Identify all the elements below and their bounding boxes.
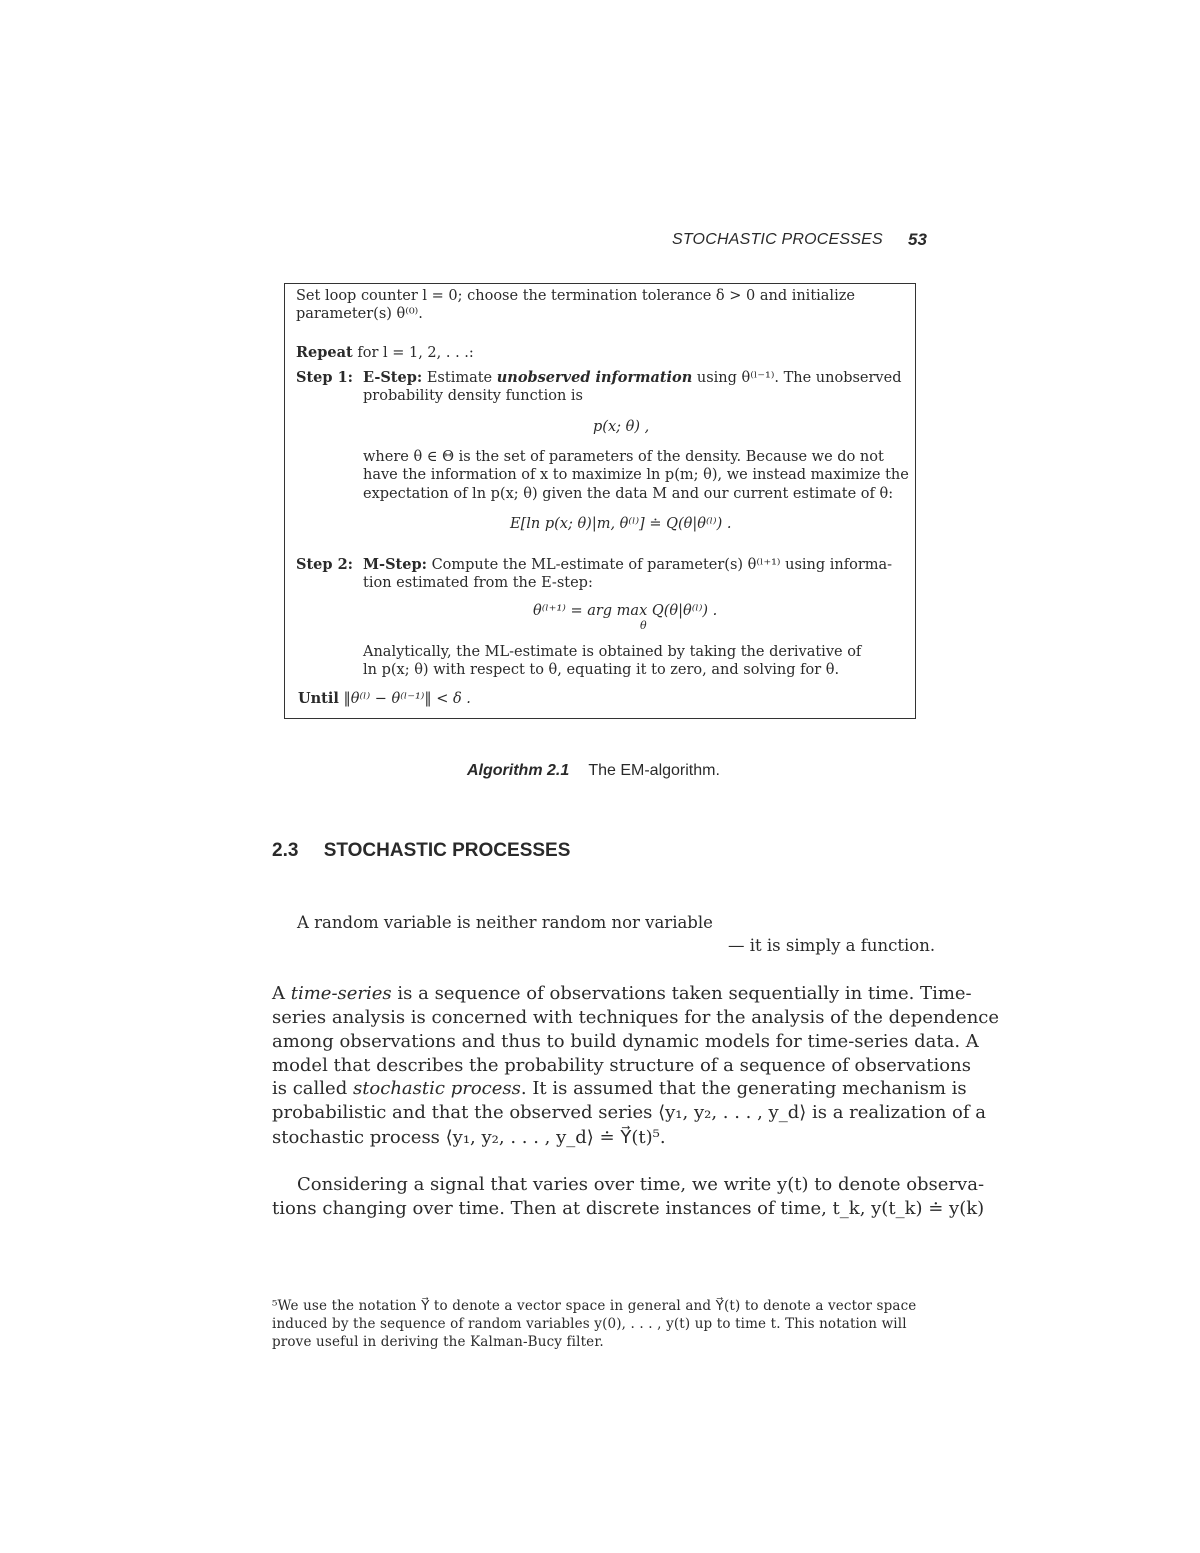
equation-density: p(x; θ) ,: [593, 419, 650, 435]
step1-line-3: where θ ∈ Θ is the set of parameters of the density. Because we do not: [363, 449, 884, 465]
repeat-range: for l = 1, 2, . . .:: [357, 345, 474, 361]
p1-l5-post: . It is assumed that the generating mechanism is: [520, 1078, 967, 1099]
step2-line-2: tion estimated from the E-step:: [363, 575, 593, 591]
equation-expectation: E[ln p(x; θ)|m, θ⁽ˡ⁾] ≐ Q(θ|θ⁽ˡ⁾) .: [510, 516, 732, 532]
p1-l1-pre: A: [272, 983, 291, 1004]
mstep-keyword: M-Step:: [363, 556, 427, 573]
paragraph1-line-4: model that describes the probability structure of a sequence of observations: [272, 1055, 971, 1076]
section-number: 2.3: [272, 840, 299, 861]
algo-init-line-1: Set loop counter l = 0; choose the termination tolerance δ > 0 and initialize: [296, 288, 855, 304]
algorithm-caption: [467, 760, 720, 780]
repeat-keyword: Repeat: [296, 344, 353, 361]
step1-emphasis: unobserved information: [496, 369, 693, 386]
step1-label: Step 1:: [296, 369, 354, 386]
algo-until-line: [298, 690, 471, 708]
step2-label: Step 2:: [296, 556, 354, 573]
step2-line-3: Analytically, the ML-estimate is obtained by taking the derivative of: [363, 644, 862, 660]
paragraph1-line-2: series analysis is concerned with techniques for the analysis of the dependence: [272, 1007, 1000, 1028]
footnote-line-3: prove useful in deriving the Kalman-Bucy filter.: [272, 1334, 604, 1350]
caption-text: The EM-algorithm.: [588, 762, 720, 779]
running-head: STOCHASTIC PROCESSES: [672, 231, 883, 248]
term-stochastic-process: stochastic process: [352, 1078, 521, 1099]
algo-repeat-line: [296, 344, 474, 362]
page-number: 53: [908, 230, 927, 249]
paragraph1-line-7: stochastic process ⟨y₁, y₂, . . . , y_d⟩ ≐ Y⃗(t)⁵.: [272, 1127, 666, 1148]
section-heading: [272, 840, 570, 862]
paragraph1-line-6: probabilistic and that the observed series ⟨y₁, y₂, . . . , y_d⟩ is a realization of a: [272, 1102, 986, 1123]
until-keyword: Until: [298, 690, 339, 707]
caption-label: Algorithm 2.1: [467, 762, 570, 779]
section-title: STOCHASTIC PROCESSES: [323, 840, 571, 861]
until-condition: ‖θ⁽ˡ⁾ − θ⁽ˡ⁻¹⁾‖ < δ .: [343, 691, 471, 707]
step1-line-1: [363, 369, 902, 387]
paragraph2-line-2: tions changing over time. Then at discrete instances of time, t_k, y(t_k) ≐ y(k): [272, 1198, 985, 1219]
p1-l5-pre: is called: [272, 1078, 353, 1099]
epigraph-line-1: A random variable is neither random nor variable: [297, 913, 713, 932]
paragraph2-line-1: Considering a signal that varies over time, we write y(t) to denote observa-: [297, 1174, 985, 1195]
paragraph1-line-1: [272, 983, 972, 1004]
step1-text-pre: Estimate: [426, 370, 493, 386]
step1-line-4: have the information of x to maximize ln p(m; θ), we instead maximize the: [363, 467, 909, 483]
footnote-line-2: induced by the sequence of random variables y(0), . . . , y(t) up to time t. This notation will: [272, 1316, 907, 1332]
paragraph1-line-3: among observations and thus to build dynamic models for time-series data. A: [272, 1031, 979, 1052]
term-time-series: time-series: [290, 983, 392, 1004]
equation-argmax: θ⁽ˡ⁺¹⁾ = arg max Q(θ|θ⁽ˡ⁾) .: [533, 603, 718, 619]
step2-line-4: ln p(x; θ) with respect to θ, equating it to zero, and solving for θ.: [363, 662, 840, 678]
step2-text-post: Compute the ML-estimate of parameter(s) θ⁽ˡ⁺¹⁾ using informa-: [431, 557, 893, 573]
algo-init-line-2: parameter(s) θ⁽⁰⁾.: [296, 306, 423, 322]
estep-keyword: E-Step:: [363, 369, 423, 386]
step2-line-1: [363, 556, 892, 574]
step1-text-post: using θ⁽ˡ⁻¹⁾. The unobserved: [696, 370, 902, 386]
step1-line-2: probability density function is: [363, 388, 583, 404]
epigraph-line-2: — it is simply a function.: [728, 936, 936, 955]
footnote-line-1: ⁵We use the notation Y⃗ to denote a vector space in general and Y⃗(t) to denote a vector space: [272, 1298, 917, 1314]
equation-argmax-subscript: θ: [640, 619, 647, 632]
p1-l1-post: is a sequence of observations taken sequentially in time. Time-: [391, 983, 972, 1004]
step1-line-5: expectation of ln p(x; θ) given the data M and our current estimate of θ:: [363, 486, 894, 502]
paragraph1-line-5: [272, 1078, 967, 1099]
